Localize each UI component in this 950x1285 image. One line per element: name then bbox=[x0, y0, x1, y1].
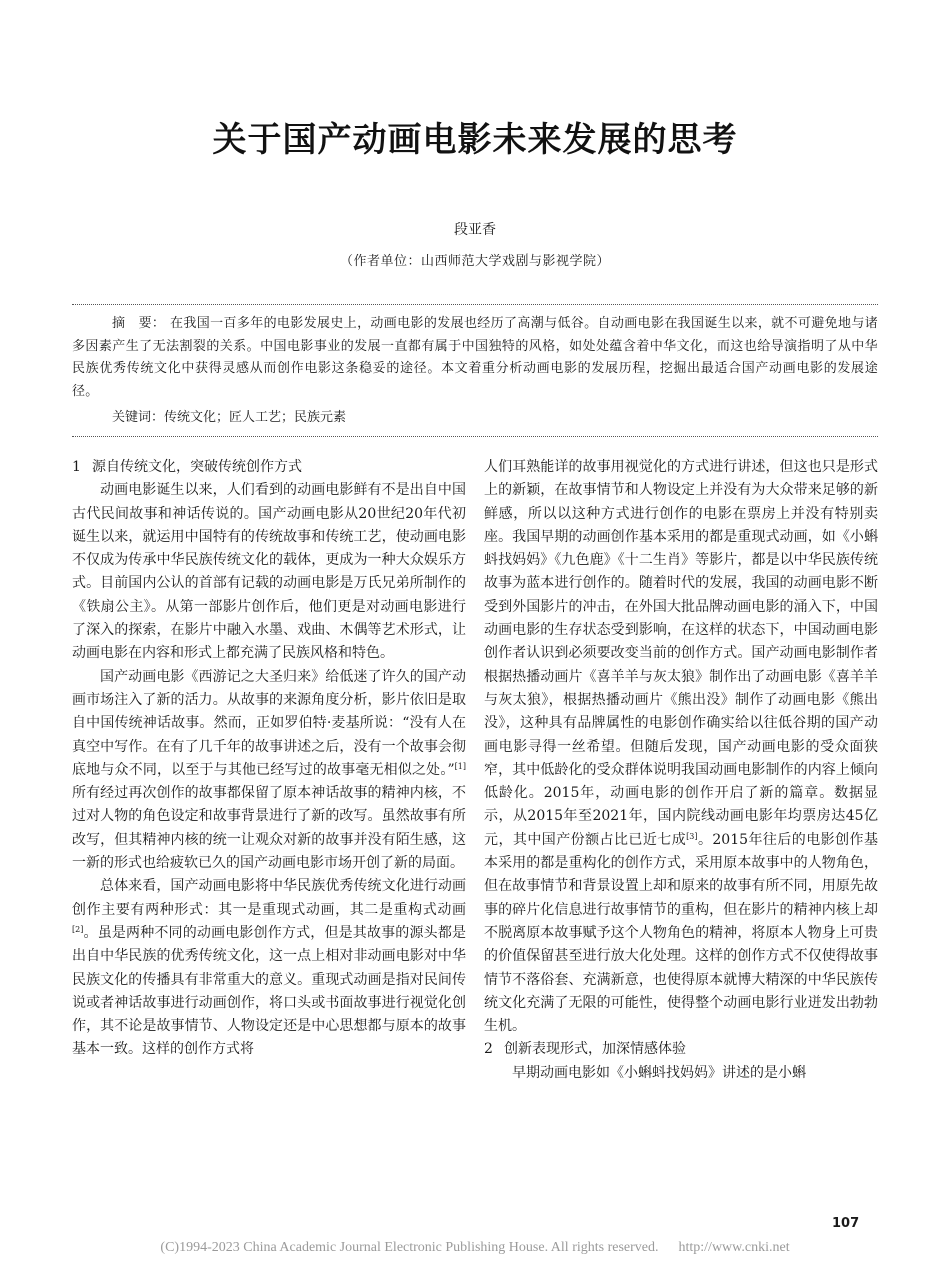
section-1-heading bbox=[72, 456, 466, 479]
citation-2: [2] bbox=[72, 924, 84, 934]
section-2-paragraph-1: 早期动画电影如《小蝌蚪找妈妈》讲述的是小蝌 bbox=[512, 1064, 806, 1081]
copyright-text: (C)1994-2023 China Academic Journal Electronic Publishing House. All rights reserved. bbox=[160, 1240, 659, 1255]
section-1-paragraph-2-part-b: 所有经过再次创作的故事都保留了原本神话故事的精神内核，不过对人物的角色设定和故事背景进行了新的改写。虽然故事有所改写，但其精神内核的统一让观众对新的故事并没有陌生感，这一新的形式也给疲软已久的国产动画电影市场开创了新的局面。 bbox=[72, 785, 466, 872]
continued-paragraph bbox=[484, 456, 878, 1038]
abstract-text: 在我国一百多年的电影发展史上，动画电影的发展也经历了高潮与低谷。自动画电影在我国诞生以来，就不可避免地与诸多因素产生了无法割裂的关系。中国电影事业的发展一直都有属于中国独特的风格，如处处蕴含着中华文化，而这也给导演指明了从中华民族优秀传统文化中获得灵感从而创作电影这条稳妥的途径。本文着重分析动画电影的发展历程，挖掘出最适合国产动画电影的发展途径。 bbox=[72, 316, 878, 399]
right-column bbox=[484, 456, 878, 1085]
continued-paragraph-part-a: 人们耳熟能详的故事用视觉化的方式进行讲述，但这也只是形式上的新颖，在故事情节和人物设定上并没有为大众带来足够的新鲜感，所以以这种方式进行创作的电影在票房上并没有特别卖座。我国早期的动画创作基本采用的都是重现式动画，如《小蝌蚪找妈妈》《九色鹿》《十二生肖》等影片，都是以中华民族传统故事为蓝本进行创作的。随着时代的发展，我国的动画电影不断受到外国影片的冲击，在外国大批品牌动画电影的涌入下，中国动画电影的生存状态受到影响，在这样的状态下，中国动画电影创作者认识到必须要改变当前的创作方式。国产动画电影制作者根据热播动画片《喜羊羊与灰太狼》制作出了动画电影《喜羊羊与灰太狼》，根据热播动画片《熊出没》制作了动画电影《熊出没》，这种具有品牌属性的电影创作确实给以往低谷期的国产动画电影寻得一丝希望。但随后发现，国产动画电影的受众面狭窄，其中低龄化的受众群体说明我国动画电影制作的内容上倾向低龄化。2015年，动画电影的创作开启了新的篇章。数据显示，从2015年至2021年，国内院线动画电影年均票房达45亿元，其中国产份额占比已近七成 bbox=[484, 459, 878, 848]
section-2-heading bbox=[484, 1038, 878, 1061]
left-column bbox=[72, 456, 466, 1062]
section-1-paragraph-3 bbox=[72, 875, 466, 1061]
continued-paragraph-part-b: 。2015年往后的电影创作基本采用的都是重构化的创作方式，采用原本故事中的人物角色，但在故事情节和背景设置上却和原来的故事有所不同，用原先故事的碎片化信息进行故事情节的重构，但在影片的精神内核上却不脱离原本故事赋予这个人物角色的精神，将原本人物身上可贵的价值保留甚至进行放大化处理。这样的创作方式不仅使得故事情节不落俗套、充满新意，也使得原本就博大精深的中华民族传统文化充满了无限的可能性，使得整个动画电影行业迸发出勃勃生机。 bbox=[484, 831, 878, 1035]
abstract bbox=[72, 313, 878, 403]
keywords-text: 传统文化；匠人工艺；民族元素 bbox=[164, 410, 347, 425]
abstract-label: 摘 要： bbox=[112, 316, 166, 331]
section-1-paragraph-3-part-b: 。虽是两种不同的动画电影创作方式，但是其故事的源头都是出自中华民族的优秀传统文化，这一点上相对非动画电影对中华民族文化的传播具有非常重大的意义。重现式动画是指对民间传说或者神话故事进行动画创作，将口头或书面故事进行视觉化创作，其不论是故事情节、人物设定还是中心思想都与原本的故事基本一致。这样的创作方式将 bbox=[72, 924, 466, 1058]
divider-top bbox=[72, 304, 878, 305]
citation-3: [3] bbox=[686, 831, 698, 841]
section-1-title: 源自传统文化，突破传统创作方式 bbox=[92, 459, 302, 475]
section-2-number: 2 bbox=[484, 1041, 493, 1058]
section-1-paragraph-3-part-a: 总体来看，国产动画电影将中华民族优秀传统文化进行动画创作主要有两种形式：其一是重现式动画，其二是重构式动画 bbox=[72, 878, 466, 918]
copyright-footer bbox=[0, 1240, 950, 1256]
citation-1: [1] bbox=[454, 761, 466, 771]
keywords bbox=[72, 407, 878, 429]
keywords-label: 关键词： bbox=[112, 410, 165, 425]
divider-bottom bbox=[72, 436, 878, 437]
section-1-paragraph-2 bbox=[72, 666, 466, 876]
section-1-paragraph-2-part-a: 国产动画电影《西游记之大圣归来》给低迷了许久的国产动画市场注入了新的活力。从故事的来源角度分析，影片依旧是取自中国传统神话故事。然而，正如罗伯特·麦基所说：“没有人在真空中写作。在有了几千年的故事讲述之后，没有一个故事会彻底地与众不同，以至于与其他已经写过的故事毫无相似之处。” bbox=[72, 668, 466, 778]
section-1-paragraph-1: 动画电影诞生以来，人们看到的动画电影鲜有不是出自中国古代民间故事和神话传说的。国产动画电影从20世纪20年代初诞生以来，就运用中国特有的传统故事和传统工艺，使动画电影不仅成为传承中华民族传统文化的载体，更成为一种大众娱乐方式。目前国内公认的首部有记载的动画电影是万氏兄弟所制作的《铁扇公主》。从第一部影片创作后，他们更是对动画电影进行了深入的探索，在影片中融入水墨、戏曲、木偶等艺术形式，让动画电影在内容和形式上都充满了民族风格和特色。 bbox=[72, 482, 466, 662]
section-1-number: 1 bbox=[72, 459, 81, 475]
page-number: 107 bbox=[832, 1216, 860, 1231]
author-affiliation: （作者单位：山西师范大学戏剧与影视学院） bbox=[339, 254, 610, 269]
paper-title: 关于国产动画电影未来发展的思考 bbox=[212, 120, 738, 160]
author-name: 段亚香 bbox=[454, 222, 496, 238]
footer-url[interactable]: http://www.cnki.net bbox=[678, 1240, 790, 1255]
section-2-title: 创新表现形式，加深情感体验 bbox=[504, 1041, 686, 1058]
